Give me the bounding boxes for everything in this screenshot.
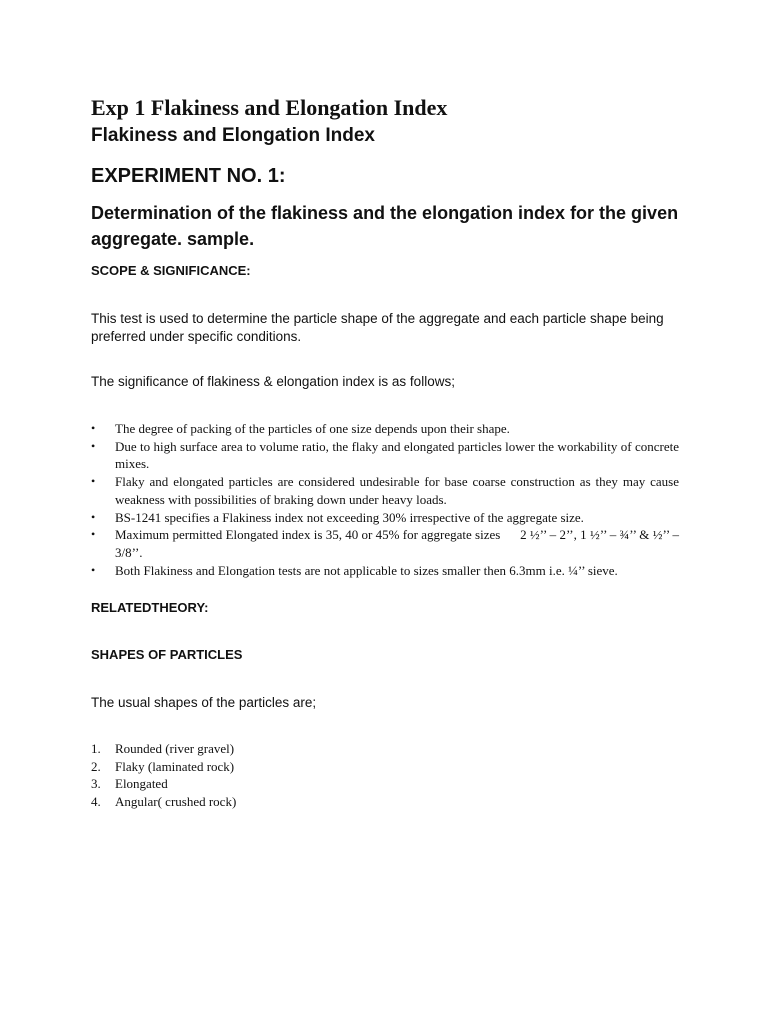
shapes-heading: SHAPES OF PARTICLES [91, 647, 243, 662]
list-number: 2. [91, 758, 101, 774]
list-item-text: Flaky (laminated rock) [115, 758, 235, 774]
list-item-text: Flaky and elongated particles are considered undesirable for base coarse construction as they may cause weakness with possibilities of braking down under heavy loads. [115, 474, 679, 507]
scope-paragraph: This test is used to determine the particle shape of the aggregate and each particle shape being preferred under specific conditions. [91, 311, 664, 344]
list-item [91, 509, 679, 527]
list-item-text: BS-1241 specifies a Flakiness index not exceeding 30% irrespective of the aggregate size. [115, 509, 584, 525]
shapes-list [91, 740, 491, 811]
bullet-icon: • [91, 527, 96, 542]
experiment-objective: Determination of the flakiness and the elongation index for the given aggregate. sample. [91, 203, 679, 249]
experiment-heading: EXPERIMENT NO. 1: [91, 165, 286, 187]
related-theory-heading: RELATEDTHEORY: [91, 600, 209, 615]
list-item [91, 438, 679, 473]
list-item-text: Due to high surface area to volume ratio, the flaky and elongated particles lower the workability of concrete mixes. [115, 438, 679, 472]
significance-list [91, 420, 683, 579]
bullet-icon: • [91, 438, 96, 453]
list-item-text: Angular( crushed rock) [115, 794, 237, 810]
bullet-icon: • [91, 421, 96, 435]
list-item-text: Both Flakiness and Elongation tests are not applicable to sizes smaller then 6.3mm i.e. ¼’’ sieve. [115, 562, 618, 578]
list-item-text: Elongated [115, 776, 168, 792]
list-number: 1. [91, 741, 101, 756]
list-item [91, 473, 679, 508]
list-item [91, 562, 679, 580]
shapes-intro: The usual shapes of the particles are; [91, 695, 317, 710]
list-item [91, 526, 683, 561]
significance-intro: The significance of flakiness & elongation index is as follows; [91, 374, 455, 389]
bullet-icon: • [91, 474, 96, 489]
list-item [91, 758, 491, 776]
document-subtitle: Flakiness and Elongation Index [91, 125, 375, 146]
list-item [91, 420, 679, 438]
list-item [91, 775, 491, 793]
bullet-icon: • [91, 562, 96, 577]
list-item [91, 740, 491, 758]
list-item-text: The degree of packing of the particles of one size depends upon their shape. [115, 421, 510, 436]
list-item-text: Maximum permitted Elongated index is 35, 40 or 45% for aggregate sizes 2 ½’’ – 2’’, 1 ½’’ – ¾’’ & ½’’ – 3/8’’. [115, 527, 683, 560]
list-item [91, 793, 491, 811]
list-item-text: Rounded (river gravel) [115, 741, 235, 756]
bullet-icon: • [91, 509, 96, 524]
scope-heading: SCOPE & SIGNIFICANCE: [91, 263, 251, 278]
list-number: 3. [91, 776, 101, 792]
list-number: 4. [91, 794, 101, 810]
document-title: Exp 1 Flakiness and Elongation Index [91, 95, 448, 120]
